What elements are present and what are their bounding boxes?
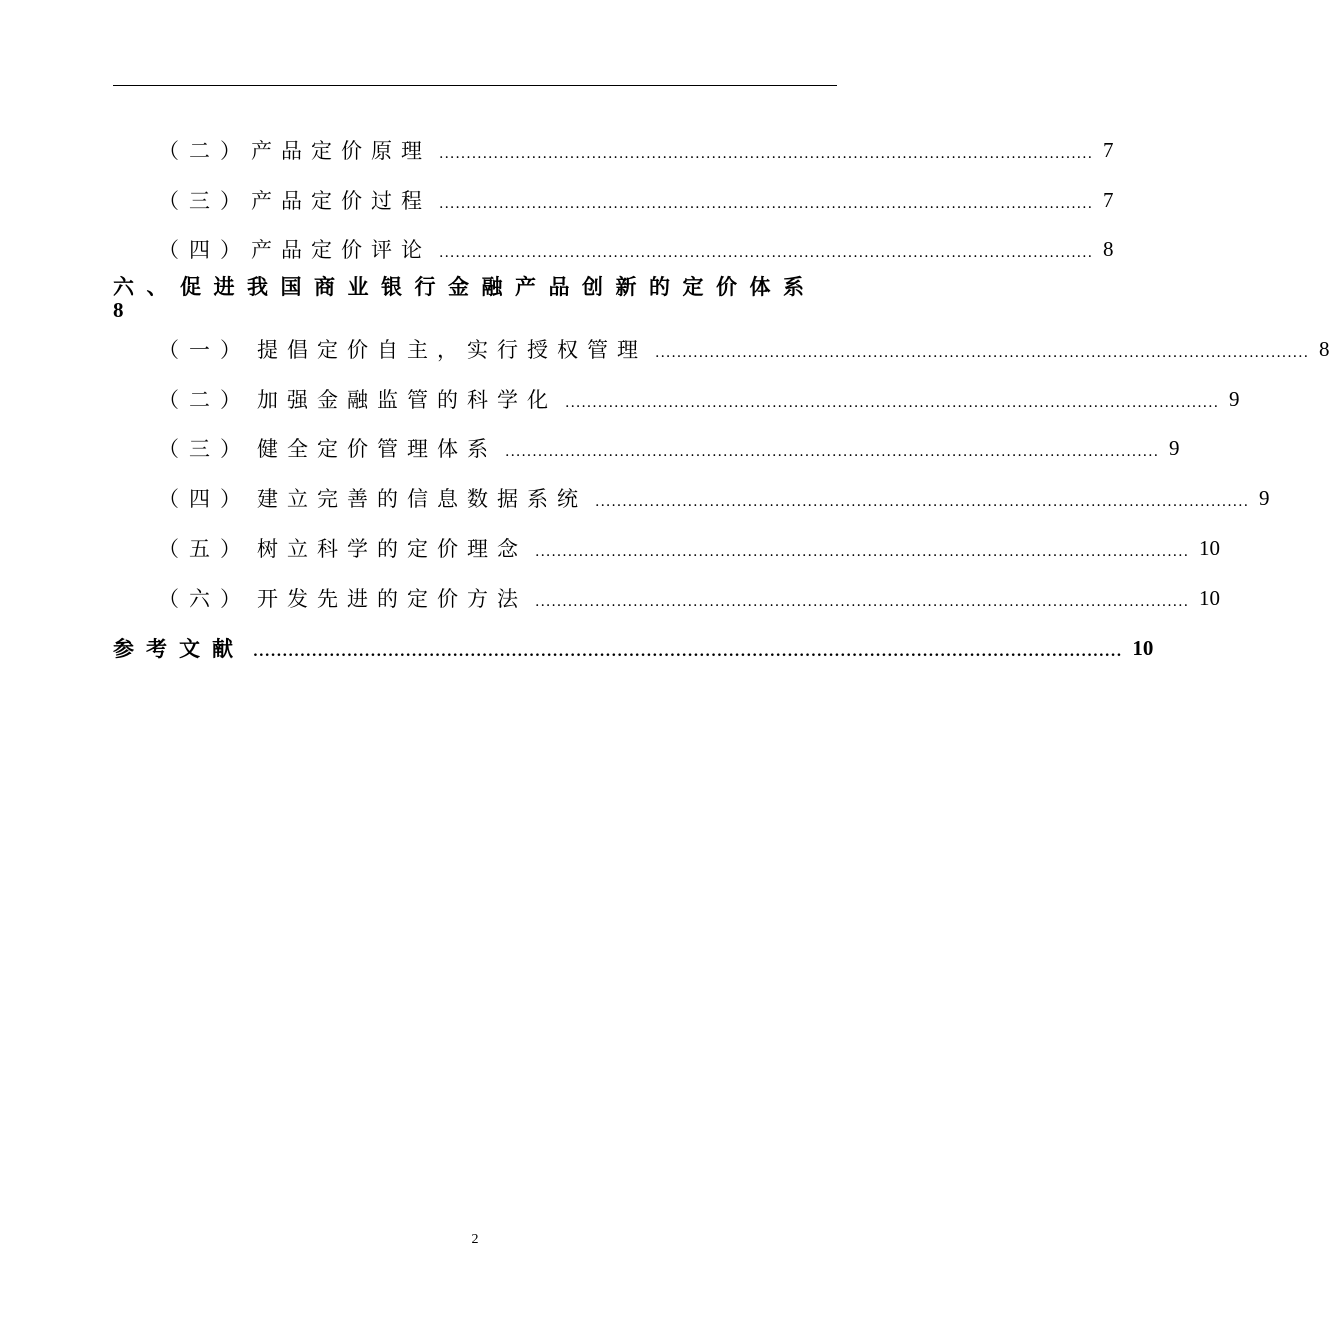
toc-leader-dots: ........................................................................................................................: [565, 395, 1220, 411]
toc-entry-title: 提倡定价自主，实行授权管理: [257, 338, 647, 362]
toc-entry[interactable]: [113, 580, 1221, 616]
toc-entry-number: （三）: [158, 437, 251, 461]
toc-leader-dots: ........................................................................................................................: [505, 444, 1160, 460]
toc-entry-page: 7: [1103, 137, 1114, 162]
toc-entry[interactable]: [113, 331, 1330, 367]
toc-entry-title: 产品定价原理: [251, 139, 431, 163]
toc-leader-dots: ........................................................................................................................: [439, 146, 1094, 162]
toc-leader-dots: ........................................................................................................................: [439, 245, 1094, 261]
toc-entry[interactable]: [113, 231, 1114, 267]
toc-references-entry[interactable]: [113, 630, 1154, 666]
toc-entry-page: 9: [1259, 485, 1270, 510]
toc-entry-title: 树立科学的定价理念: [257, 537, 527, 561]
toc-entry-number: （五）: [158, 537, 251, 561]
toc-entry-number: （一）: [158, 338, 251, 362]
toc-entry-number: （三）: [158, 189, 251, 213]
toc-leader-dots: ........................................................................................................................: [439, 196, 1094, 212]
toc-entry-number: （四）: [158, 238, 251, 262]
toc-entry-page: 9: [1229, 386, 1240, 411]
toc-leader-dots: ........................................................................................................................: [535, 594, 1190, 610]
toc-entry-number: （二）: [158, 139, 251, 163]
toc-entry[interactable]: [113, 430, 1180, 466]
toc-chapter-entry[interactable]: [113, 274, 837, 320]
toc-entry[interactable]: [113, 381, 1240, 417]
toc-entry-title: 健全定价管理体系: [257, 437, 497, 461]
toc-entry[interactable]: [113, 530, 1221, 566]
toc-entry-title: 开发先进的定价方法: [257, 587, 527, 611]
header-rule: [113, 85, 837, 86]
toc-entry-page: 9: [1169, 435, 1180, 460]
toc-entry-page: 8: [1103, 236, 1114, 261]
toc-entry-number: （六）: [158, 587, 251, 611]
toc-leader-dots: ........................................................................................................................: [535, 544, 1190, 560]
toc-leader-dots: ........................................................................................................................: [595, 494, 1250, 510]
toc-entry-title: 建立完善的信息数据系统: [257, 487, 587, 511]
toc-entry[interactable]: [113, 480, 1270, 516]
toc-entry-page: 7: [1103, 187, 1114, 212]
toc-chapter-title: 六、促进我国商业银行金融产品创新的定价体系: [113, 274, 817, 299]
toc-entry-title: 加强金融监管的科学化: [257, 388, 557, 412]
toc-leader-dots: ........................................................................................................................: [655, 345, 1310, 361]
toc-chapter-page: 8: [113, 298, 124, 322]
toc-entry-title: 产品定价评论: [251, 238, 431, 262]
toc-references-title: 参考文献: [113, 636, 245, 661]
footer-page-number: 2: [471, 1232, 479, 1247]
toc-entry[interactable]: [113, 132, 1114, 168]
toc-entry[interactable]: [113, 182, 1114, 218]
toc-leader-dots: ....................................................................................................................................................: [253, 644, 1123, 660]
toc-entry-number: （四）: [158, 487, 251, 511]
toc-entry-page: 10: [1199, 585, 1221, 610]
toc-entry-number: （二）: [158, 388, 251, 412]
toc-entry-page: 10: [1199, 535, 1221, 560]
toc-entry-title: 产品定价过程: [251, 189, 431, 213]
toc-entry-page: 8: [1319, 336, 1330, 361]
toc-references-page: 10: [1132, 635, 1154, 660]
